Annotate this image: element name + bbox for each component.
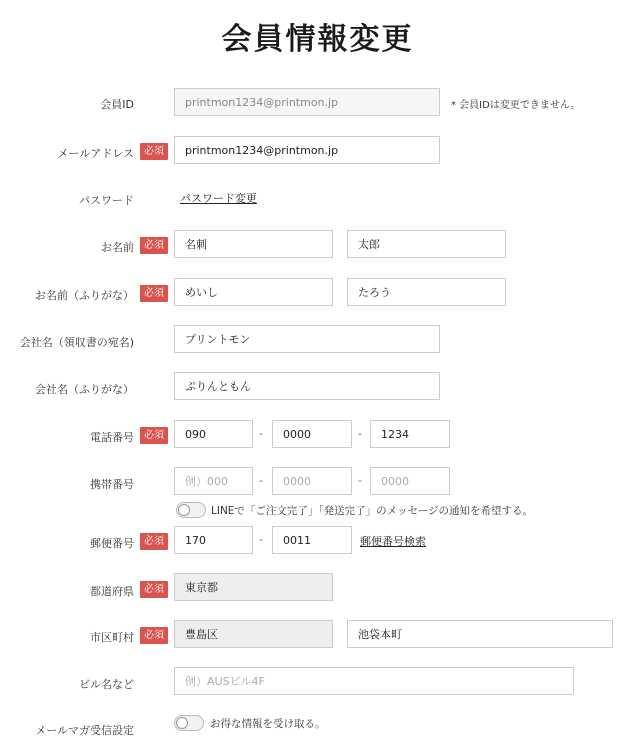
ward-field[interactable] [174,620,333,648]
postal-part1-field[interactable] [174,526,253,554]
prefecture-field[interactable] [174,573,333,601]
password-change-link[interactable]: パスワード変更 [180,192,257,205]
mobile-part1-field[interactable] [174,467,253,495]
company-kana-field[interactable] [174,372,440,400]
city-required-badge: 必須 [140,627,168,644]
line-notify-toggle[interactable] [176,502,206,518]
name-label: お名前 [101,241,134,254]
company-label: 会社名（領収書の宛名) [19,336,134,349]
last-name-kana-field[interactable] [174,278,333,306]
name-kana-required-badge: 必須 [140,285,168,302]
building-field[interactable] [174,667,574,695]
newsletter-toggle[interactable] [174,715,204,731]
city-label: 市区町村 [90,631,134,644]
company-kana-label: 会社名（ふりがな） [35,383,134,396]
newsletter-label: メールマガ受信設定 [35,724,134,737]
first-name-kana-field[interactable] [347,278,506,306]
mobile-part3-field[interactable] [370,467,450,495]
mobile-part2-field[interactable] [272,467,352,495]
prefecture-label: 都道府県 [90,585,134,598]
last-name-field[interactable] [174,230,333,258]
member-id-note: * 会員IDは変更できません。 [451,100,581,111]
email-field[interactable] [174,136,440,164]
email-required-badge: 必須 [140,143,168,160]
mobile-separator-1: - [259,474,263,487]
newsletter-toggle-knob [176,717,188,729]
newsletter-toggle-label: お得な情報を受け取る。 [210,718,326,730]
line-notify-toggle-knob [178,504,190,516]
mobile-label: 携帯番号 [90,478,134,491]
member-id-label: 会員ID [100,98,134,111]
building-label: ビル名など [79,678,134,691]
postal-label: 郵便番号 [90,537,134,550]
postal-required-badge: 必須 [140,533,168,550]
password-label: パスワード [79,194,134,207]
phone-required-badge: 必須 [140,427,168,444]
phone-separator-2: - [358,427,362,440]
phone-part1-field[interactable] [174,420,253,448]
name-kana-label: お名前（ふりがな） [35,289,134,302]
phone-separator-1: - [259,427,263,440]
prefecture-required-badge: 必須 [140,581,168,598]
phone-label: 電話番号 [90,431,134,444]
name-required-badge: 必須 [140,237,168,254]
page-title: 会員情報変更 [221,22,414,57]
mobile-separator-2: - [358,474,362,487]
postal-separator: - [259,533,263,546]
line-notify-label: LINEで「ご注文完了」「発送完了」のメッセージの通知を希望する。 [211,505,534,517]
postal-search-link[interactable]: 郵便番号検索 [360,535,426,548]
phone-part2-field[interactable] [272,420,352,448]
company-field[interactable] [174,325,440,353]
member-id-field [174,88,440,116]
email-label: メールアドレス [57,147,134,160]
town-field[interactable] [347,620,613,648]
postal-part2-field[interactable] [272,526,352,554]
phone-part3-field[interactable] [370,420,450,448]
first-name-field[interactable] [347,230,506,258]
